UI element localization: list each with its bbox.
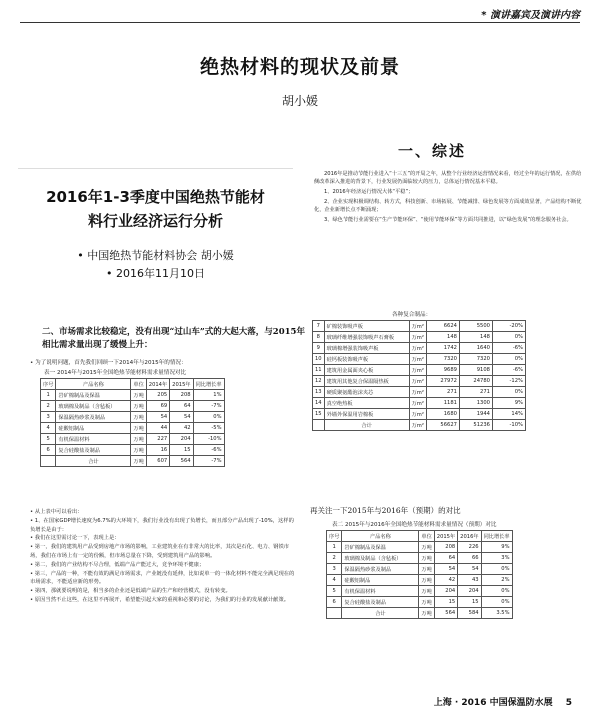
table-cell: -7%	[193, 401, 224, 412]
table-cell: 万m²	[409, 420, 426, 431]
table-cell: 1640	[459, 343, 492, 354]
table-cell: 42	[434, 575, 457, 586]
intro-text-block	[314, 170, 584, 225]
table-header-cell: 序号	[41, 379, 56, 390]
table-cell: 3%	[481, 553, 512, 564]
table-cell: 13	[313, 387, 325, 398]
table-cell: 7320	[459, 354, 492, 365]
table-cell: 56627	[426, 420, 459, 431]
section-1-heading: 一、综述	[398, 142, 467, 160]
table-cell: 227	[146, 434, 169, 445]
table-cell: 4	[327, 575, 342, 586]
table-cell: 204	[434, 586, 457, 597]
table-cell: 矿棉装饰吸声板	[324, 321, 409, 332]
table-cell: 3	[327, 564, 342, 575]
table-row	[313, 321, 526, 332]
table-cell: 5	[41, 434, 56, 445]
table-1-caption: 表一 2014年与2015年全国绝热节能材料需求量情况对比	[44, 370, 187, 376]
slide-date: • 2016年11月10日	[106, 267, 205, 280]
table-row	[327, 542, 513, 553]
table-cell: 8	[313, 332, 325, 343]
table-row	[313, 343, 526, 354]
table-header-cell: 2015年	[170, 379, 193, 390]
table-cell: 24780	[459, 376, 492, 387]
table-cell: 148	[459, 332, 492, 343]
table-cell: 玻璃棉增强装饰吸声板	[324, 343, 409, 354]
table-cell: 64	[170, 401, 193, 412]
table-cell: 51236	[459, 420, 492, 431]
table-row	[313, 354, 526, 365]
intro-paragraph: 3、绿色节能行业需要在“生产节能环保”、“使用节能环保”等方面共同推进，以“绿色发展”的理念服务社会。	[324, 217, 572, 224]
table-3	[326, 530, 513, 619]
list-item: • 我们在这里需讨论一下，表现上是：	[30, 535, 120, 542]
table-3-caption: 表二 2015年与2016年全国绝热节能材料需求量情况（预期）对比	[332, 522, 497, 528]
article-title: 绝热材料的现状及前景	[199, 56, 400, 78]
table-cell: -6%	[193, 445, 224, 456]
table-cell: 9	[313, 343, 325, 354]
table-cell: 1	[327, 542, 342, 553]
table-cell: 43	[458, 575, 481, 586]
analysis-bullet-list	[30, 508, 298, 605]
table-cell: 复合硅酸盐及制品	[56, 445, 131, 456]
table-cell: 岩矿棉制品及保温	[342, 542, 419, 553]
table-cell: 合计	[56, 456, 131, 467]
table-cell: 外墙外保温用岩棉板	[324, 409, 409, 420]
table-header-row	[41, 379, 225, 390]
table-cell: 万m²	[409, 332, 426, 343]
table-cell: 6	[327, 597, 342, 608]
table-cell: 44	[146, 423, 169, 434]
table-cell: 玻璃纤维增强装饰吸声石膏板	[324, 332, 409, 343]
table-row	[41, 412, 225, 423]
table-row	[313, 398, 526, 409]
table-cell: 合计	[324, 420, 409, 431]
table-row	[327, 575, 513, 586]
table-cell: 208	[434, 542, 457, 553]
table-cell: 3	[41, 412, 56, 423]
table-header-cell: 同比增长率	[193, 379, 224, 390]
table-cell: 584	[458, 608, 481, 619]
comparison-heading: 再关注一下2015年与2016年（预期）的对比	[310, 506, 461, 515]
table-cell: -5%	[193, 423, 224, 434]
table-cell: 万吨	[419, 553, 434, 564]
table-cell: 万m²	[409, 321, 426, 332]
list-item: • 第三，产品的一种，不能有效的满足市场需求，产业链没有延伸，比如说单一的一体化材料不能完全满足现在的市场需求，不能适应新的形势。	[30, 570, 295, 586]
table-header-cell: 同比增长率	[481, 531, 512, 542]
table-cell: 66	[458, 553, 481, 564]
table-cell: 15	[313, 409, 325, 420]
table-cell: 1	[41, 390, 56, 401]
table-cell: 0%	[481, 564, 512, 575]
list-item: • 原因当然不止这些，在这里不再展开，希望能引起大家的重视和必要的讨论，为我们的行业的发展献计献策。	[30, 596, 290, 603]
slide-title	[18, 185, 293, 233]
table-cell: 玻璃棉及制品（含毡板）	[56, 401, 131, 412]
table-cell: 607	[146, 456, 169, 467]
table-cell: 万吨	[419, 564, 434, 575]
footer-event: 上海 · 2016 中国保温防水展	[433, 698, 553, 708]
table-total-row	[327, 608, 513, 619]
table-header-cell: 产品名称	[56, 379, 131, 390]
table-cell: 27972	[426, 376, 459, 387]
table-cell: 真空绝热板	[324, 398, 409, 409]
table-cell: 1944	[459, 409, 492, 420]
table-cell: 7320	[426, 354, 459, 365]
table-cell	[327, 608, 342, 619]
table-cell: 16	[146, 445, 169, 456]
table-cell: 6624	[426, 321, 459, 332]
table-cell: 万吨	[419, 586, 434, 597]
table-cell: 9689	[426, 365, 459, 376]
intro-paragraph: 2016年是推动节能行业进入“十三五”的开局之年，从整个行业经济运营情况来看，经过全年的运行情况，在供给侧改革深入推进的背景下，行业发展仍面临较大的压力，总体运行情况基本平稳。	[314, 171, 582, 186]
table-cell: 岩矿棉制品及保温	[56, 390, 131, 401]
table-header-cell: 单位	[419, 531, 434, 542]
table-cell: 万m²	[409, 398, 426, 409]
table-cell: 14%	[492, 409, 525, 420]
table-row	[327, 586, 513, 597]
table-cell: 保温隔热砂浆及制品	[342, 564, 419, 575]
table-row	[313, 365, 526, 376]
table-row	[313, 332, 526, 343]
header-tag: * 演讲嘉宾及演讲内容	[481, 10, 580, 21]
table-cell: 万m²	[409, 387, 426, 398]
table-cell: 3.5%	[481, 608, 512, 619]
table-row	[41, 401, 225, 412]
table-cell: 15	[170, 445, 193, 456]
table-cell: 万吨	[131, 401, 146, 412]
intro-paragraph: 1、2016年经济运行情况大体“平稳”；	[324, 189, 414, 196]
table-cell: 54	[434, 564, 457, 575]
table-cell: 226	[458, 542, 481, 553]
table-header-cell: 2014年	[146, 379, 169, 390]
table-cell: 合计	[342, 608, 419, 619]
table-cell: 148	[426, 332, 459, 343]
table-header-cell: 2015年	[434, 531, 457, 542]
list-item: • 第二，我们的产业结构不尽合理，低端产品产能过大，竞争环境不健康；	[30, 561, 205, 568]
table-cell: 9%	[492, 398, 525, 409]
table-cell: 万m²	[409, 343, 426, 354]
slide-title-line2: 料行业经济运行分析	[87, 212, 223, 230]
table-cell: 1742	[426, 343, 459, 354]
table-cell: -6%	[492, 343, 525, 354]
table-cell: -10%	[193, 434, 224, 445]
table-cell: 64	[434, 553, 457, 564]
table-cell: 9108	[459, 365, 492, 376]
table-cell: 玻璃棉及制品（含毡板）	[342, 553, 419, 564]
table-cell: 1300	[459, 398, 492, 409]
table-cell: 复合硅酸盐及制品	[342, 597, 419, 608]
table-cell: 万吨	[419, 597, 434, 608]
table-header-cell: 2016年	[458, 531, 481, 542]
table-cell: 54	[146, 412, 169, 423]
table-2	[312, 320, 526, 431]
table-cell: 0%	[193, 412, 224, 423]
list-item: • 从上表中可以看出：	[30, 509, 83, 515]
article-author: 胡小媛	[281, 94, 318, 108]
table-cell: 4	[41, 423, 56, 434]
slide-org: • 中国绝热节能材料协会 胡小媛	[77, 249, 234, 262]
table-cell: 6	[41, 445, 56, 456]
table-cell: 万吨	[131, 445, 146, 456]
table-cell: -20%	[492, 321, 525, 332]
table-header-cell: 产品名称	[342, 531, 419, 542]
table-cell: 2%	[481, 575, 512, 586]
table-cell: 5500	[459, 321, 492, 332]
list-item: • 第一，我们的建筑用产品受到房地产市场的影响，工业建筑业在有非常大的比率，其次是石化、电力、钢铁市场，我们在市场上有一定的份额，但市场总量在下降，受到建筑用产品的影响。	[30, 544, 290, 559]
table-cell: 万m²	[409, 354, 426, 365]
table-cell: 205	[146, 390, 169, 401]
table-cell: 有机保温材料	[342, 586, 419, 597]
table-row	[327, 564, 513, 575]
slide-title-line1: 2016年1-3季度中国绝热节能材	[46, 188, 265, 206]
table-cell: 硅钙板装饰吸声板	[324, 354, 409, 365]
table-cell: 有机保温材料	[56, 434, 131, 445]
table-cell: 2	[41, 401, 56, 412]
table-cell: 硅酸铝制品	[342, 575, 419, 586]
table-1-note: • 为了说明问题，首先我们回顾一下2014年与2015年的情况：	[30, 360, 187, 366]
table-cell: 271	[426, 387, 459, 398]
table-cell: 万吨	[131, 434, 146, 445]
table-cell: 万吨	[131, 456, 146, 467]
table-cell: 204	[458, 586, 481, 597]
table-cell: 建筑用其他复合保温隔热板	[324, 376, 409, 387]
table-cell: 7	[313, 321, 325, 332]
table-row	[313, 376, 526, 387]
table-cell: 14	[313, 398, 325, 409]
table-cell: 0%	[492, 387, 525, 398]
table-cell: 1181	[426, 398, 459, 409]
table-cell: 建筑用金属面夹心板	[324, 365, 409, 376]
table-header-cell: 序号	[327, 531, 342, 542]
table-cell: 2	[327, 553, 342, 564]
table-cell	[313, 420, 325, 431]
table-header-row	[327, 531, 513, 542]
table-cell: 万m²	[409, 365, 426, 376]
table-cell: 万吨	[131, 423, 146, 434]
table-cell: 564	[170, 456, 193, 467]
table-cell: 69	[146, 401, 169, 412]
table-header-cell: 单位	[131, 379, 146, 390]
table-cell: 万吨	[419, 575, 434, 586]
table-1-block	[30, 358, 295, 467]
table-cell: 0%	[481, 597, 512, 608]
table-cell: 0%	[492, 332, 525, 343]
table-row	[327, 597, 513, 608]
table-cell: 万吨	[131, 390, 146, 401]
table-row	[41, 445, 225, 456]
page-number: 5	[565, 698, 572, 708]
table-cell: 保温隔热砂浆及制品	[56, 412, 131, 423]
table-cell: 15	[434, 597, 457, 608]
table-cell: 1680	[426, 409, 459, 420]
table-2-caption: 各种复合制品：	[392, 312, 432, 318]
table-1	[40, 378, 225, 467]
table-cell: -6%	[492, 365, 525, 376]
table-3-block	[318, 520, 588, 619]
table-cell: 万m²	[409, 409, 426, 420]
table-cell: 42	[170, 423, 193, 434]
table-cell: 0%	[481, 586, 512, 597]
table-total-row	[41, 456, 225, 467]
table-cell: 10	[313, 354, 325, 365]
table-cell: 564	[434, 608, 457, 619]
table-cell: -12%	[492, 376, 525, 387]
table-cell: 54	[458, 564, 481, 575]
table-row	[41, 423, 225, 434]
table-cell: 15	[458, 597, 481, 608]
table-row	[327, 553, 513, 564]
table-cell: 硬质聚氨酯泡沫夹芯	[324, 387, 409, 398]
table-row	[313, 387, 526, 398]
table-cell: 5	[327, 586, 342, 597]
page-footer	[434, 695, 572, 708]
table-cell: 204	[170, 434, 193, 445]
table-cell: -10%	[492, 420, 525, 431]
table-cell	[41, 456, 56, 467]
list-item: • 第四，那就要说明的是，相当多的企业还是低端产品的生产和经营模式，没有转变。	[30, 588, 231, 595]
table-cell: 万吨	[131, 412, 146, 423]
table-2-block	[312, 310, 587, 431]
table-cell: 0%	[492, 354, 525, 365]
table-cell: 万吨	[419, 542, 434, 553]
intro-paragraph: 2、企业实现积极调结构、转方式，科技创新、市场拓展、节能减排、绿色发展等方面成效显著，产品结构不断优化，企业新增长点不断涌现；	[314, 199, 582, 214]
table-cell: 208	[170, 390, 193, 401]
table-cell: 万吨	[419, 608, 434, 619]
table-cell: 271	[459, 387, 492, 398]
table-row	[313, 409, 526, 420]
table-row	[41, 434, 225, 445]
table-cell: -7%	[193, 456, 224, 467]
header-rule	[20, 22, 580, 23]
table-cell: 9%	[481, 542, 512, 553]
table-cell: 11	[313, 365, 325, 376]
table-cell: 1%	[193, 390, 224, 401]
table-row	[41, 390, 225, 401]
table-cell: 硅酸铝制品	[56, 423, 131, 434]
list-item: • 1、在国家GDP增长速度为6.7%的大环境下，我们行业没有出现了负增长，而且部分产品出现了-10%，这样的负增长是由于：	[30, 517, 294, 533]
section-2-heading: 二、市场需求比较稳定，没有出现“过山车”式的大起大落，与2015年相比需求量出现了缓慢上升：	[42, 327, 305, 350]
table-cell: 12	[313, 376, 325, 387]
table-total-row	[313, 420, 526, 431]
table-cell: 万m²	[409, 376, 426, 387]
table-cell: 54	[170, 412, 193, 423]
